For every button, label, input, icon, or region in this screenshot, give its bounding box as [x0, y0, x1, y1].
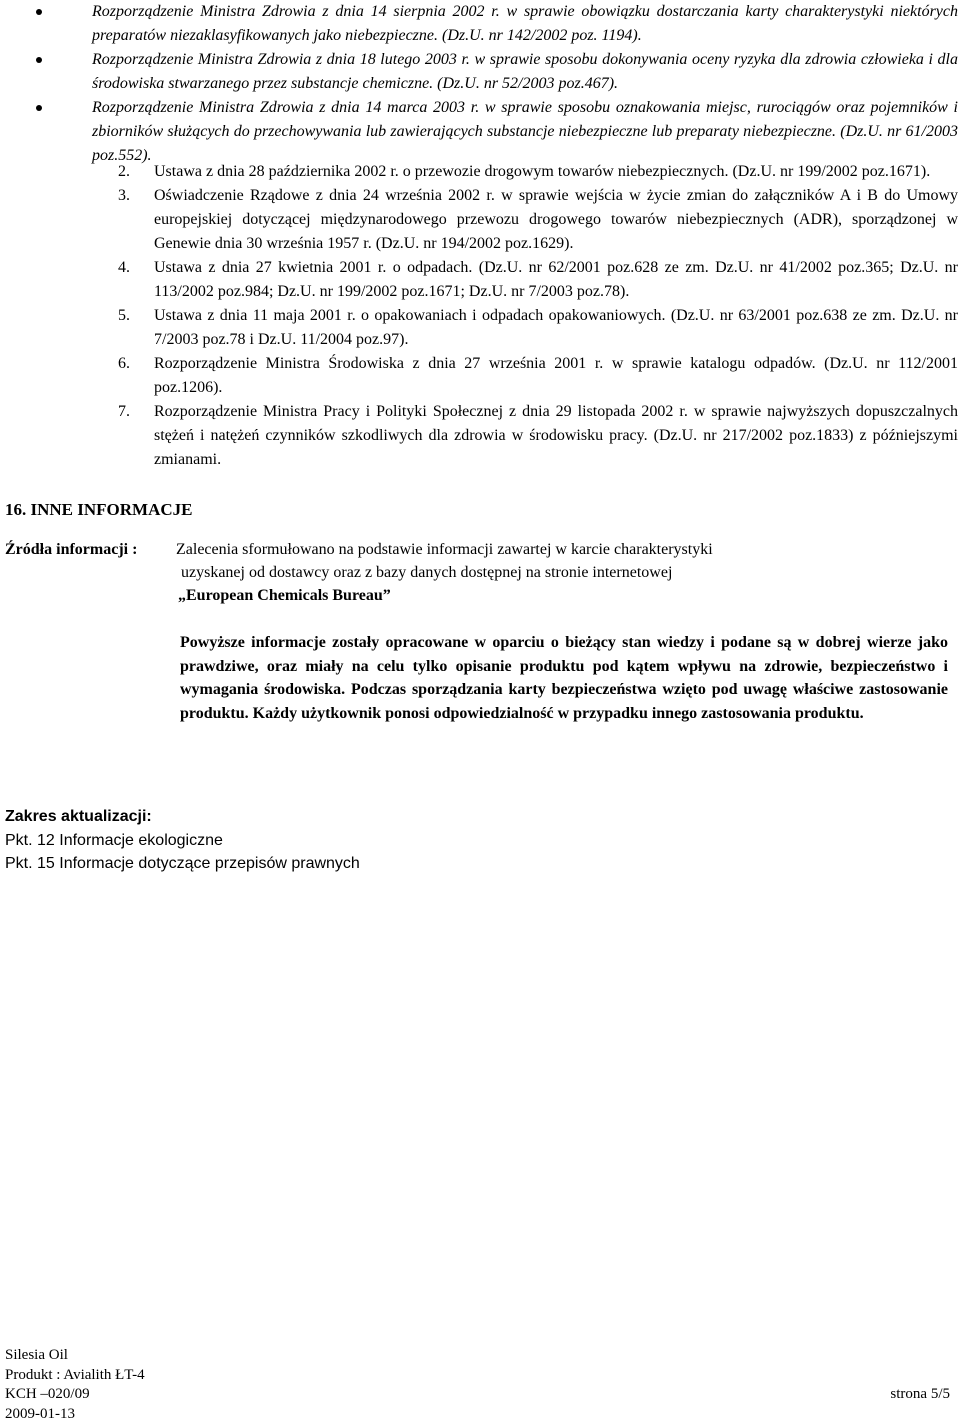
sources-line: Zalecenia sformułowano na podstawie informacji zawartej w karcie charakterystyki: [176, 541, 713, 559]
regulation-text: Rozporządzenie Ministra Zdrowia z dnia 14 marca 2003 r. w sprawie sposobu oznakowania miejsc, rurociągów oraz pojemników i zbiorników służących do przechowywania lub zawierających substancje niebezpieczne lub preparaty niebezpieczne. (Dz.U. nr 61/2003 poz.552).: [92, 99, 958, 164]
footer-company: Silesia Oil: [5, 1346, 955, 1366]
regulation-bullet-item: [30, 48, 958, 96]
item-number: 6.: [118, 352, 130, 376]
page-footer: [5, 1346, 955, 1424]
regulation-bullet-list: [30, 0, 958, 168]
numbered-item: [118, 184, 958, 256]
regulation-text: Rozporządzenie Ministra Zdrowia z dnia 18 lutego 2003 r. w sprawie sposobu dokonywania oceny ryzyka dla zdrowia człowieka i dla środowiska stwarzanego przez substancje chemiczne. (Dz.U. nr 52/2003 poz.467).: [92, 51, 958, 92]
sources-line: uzyskanej od dostawcy oraz z bazy danych dostępnej na stronie internetowej: [181, 564, 672, 582]
sources-line: „European Chemicals Bureau”: [178, 587, 391, 605]
footer-product: Produkt : Avialith ŁT-4: [5, 1366, 955, 1386]
bullet-icon: [36, 9, 42, 15]
item-text: Ustawa z dnia 27 kwietnia 2001 r. o odpadach. (Dz.U. nr 62/2001 poz.628 ze zm. Dz.U. nr 41/2002 poz.365; Dz.U. nr 113/2002 poz.984; Dz.U. nr 199/2002 poz.1671; Dz.U. nr 7/2003 poz.78).: [154, 259, 958, 300]
update-scope: [5, 805, 605, 876]
regulation-bullet-item: [30, 96, 958, 168]
item-number: 7.: [118, 400, 130, 424]
item-number: 5.: [118, 304, 130, 328]
item-number: 4.: [118, 256, 130, 280]
bullet-icon: [36, 105, 42, 111]
item-text: Oświadczenie Rządowe z dnia 24 września 2002 r. w sprawie wejścia w życie zmian do załączników A i B do Umowy europejskiej dotyczącej międzynarodowego przewozu drogowego towarów niebezpiecznych (ADR), sporządzonej w Genewie dnia 30 września 1957 r. (Dz.U. nr 194/2002 poz.1629).: [154, 187, 958, 252]
numbered-item: [118, 160, 958, 184]
numbered-item: [118, 400, 958, 472]
bullet-icon: [36, 57, 42, 63]
numbered-item: [118, 352, 958, 400]
item-text: Ustawa z dnia 11 maja 2001 r. o opakowaniach i odpadach opakowaniowych. (Dz.U. nr 63/2001 poz.638 ze zm. Dz.U. nr 7/2003 poz.78 i Dz.U. 11/2004 poz.97).: [154, 307, 958, 348]
item-text: Rozporządzenie Ministra Pracy i Polityki Społecznej z dnia 29 listopada 2002 r. w sprawie najwyższych dopuszczalnych stężeń i natężeń czynników szkodliwych dla zdrowia w środowisku pracy. (Dz.U. nr 217/2002 poz.1833) z późniejszymi zmianami.: [154, 403, 958, 468]
update-item: Pkt. 15 Informacje dotyczące przepisów prawnych: [5, 852, 605, 876]
item-number: 3.: [118, 184, 130, 208]
update-heading: Zakres aktualizacji:: [5, 805, 605, 829]
item-text: Rozporządzenie Ministra Środowiska z dnia 27 września 2001 r. w sprawie katalogu odpadów. (Dz.U. nr 112/2001 poz.1206).: [154, 355, 958, 396]
sources-label: Źródła informacji :: [5, 541, 137, 559]
footer-date: 2009-01-13: [5, 1405, 955, 1424]
regulation-numbered-list: [118, 160, 958, 472]
page-number: strona 5/5: [890, 1385, 950, 1405]
regulation-text: Rozporządzenie Ministra Zdrowia z dnia 14 sierpnia 2002 r. w sprawie obowiązku dostarczania karty charakterystyki niektórych preparatów niezaklasyfikowanych jako niebezpieczne. (Dz.U. nr 142/2002 poz. 1194).: [92, 3, 958, 44]
item-number: 2.: [118, 160, 130, 184]
update-item: Pkt. 12 Informacje ekologiczne: [5, 829, 605, 853]
footer-code: KCH –020/09: [5, 1385, 955, 1405]
numbered-item: [118, 256, 958, 304]
regulation-bullet-item: [30, 0, 958, 48]
numbered-item: [118, 304, 958, 352]
section-heading: 16. INNE INFORMACJE: [5, 500, 192, 520]
disclaimer-paragraph: Powyższe informacje zostały opracowane w oparciu o bieżący stan wiedzy i podane są w dobrej wierze jako prawdziwe, oraz miały na celu tylko opisanie produktu pod kątem wpływu na zdrowie, bezpieczeństwo i wymagania środowiska. Podczas sporządzania karty bezpieczeństwa wzięto pod uwagę właściwe zastosowanie produktu. Każdy użytkownik ponosi odpowiedzialność w przypadku innego zastosowania produktu.: [180, 631, 948, 725]
item-text: Ustawa z dnia 28 października 2002 r. o przewozie drogowym towarów niebezpiecznych. (Dz.U. nr 199/2002 poz.1671).: [154, 163, 930, 180]
